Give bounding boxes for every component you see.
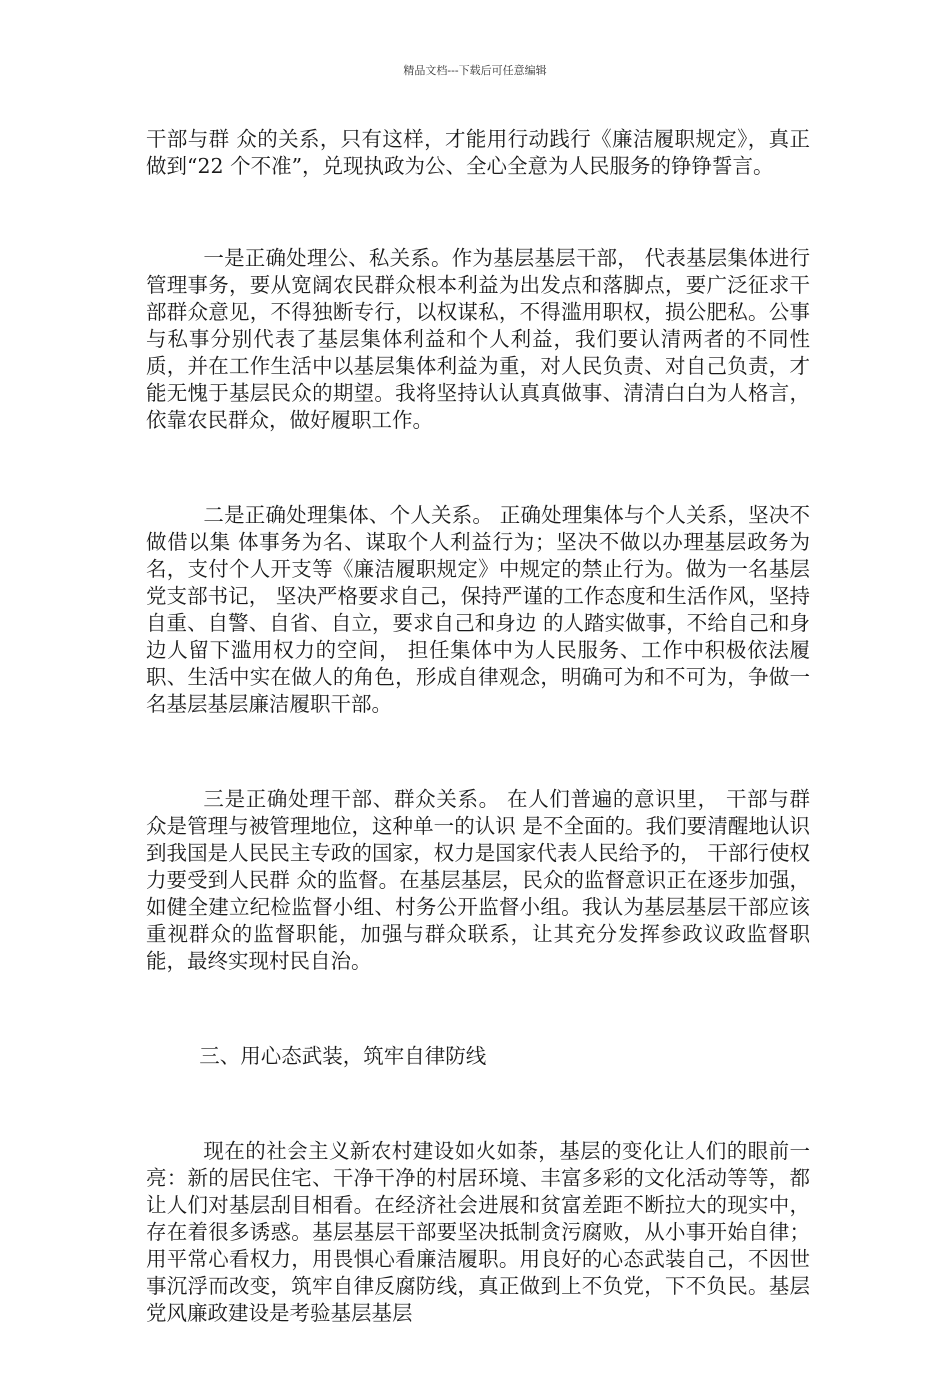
page-header: 精品文档---下载后可任意编辑 (403, 64, 547, 77)
paragraph-closing: 现在的社会主义新农村建设如火如荼，基层的变化让人们的眼前一亮：新的居民住宅、干净干净的村居环境、丰富多彩的文化活动等等，都让人们对基层刮目相看。在经济社会进展和贫富差距不断拉大的现实中，存在着很多诱惑。基层基层干部要坚决抵制贪污腐败，从小事开始自律；用平常心看权力，用畏惧心看廉洁履职。用良好的心态武装自己，不因世事沉浮而改变，筑牢自律反腐防线，真正做到上不负党，下不负民。基层党风廉政建设是考验基层基层 (146, 1139, 810, 1325)
section-heading: 三、用心态武装，筑牢自律防线 (199, 1044, 487, 1068)
paragraph-continuation: 干部与群 众的关系，只有这样，才能用行动践行《廉洁履职规定》，真正做到“22 个不准”，兑现执政为公、全心全意为人民服务的铮铮誓言。 (146, 127, 810, 178)
paragraph-collective-individual: 二是正确处理集体、个人关系。 正确处理集体与个人关系，坚决不做借以集 体事务为名、谋取个人利益行为；坚决不做以办理基层政务为名，支付个人开支等《廉洁履职规定》中规定的禁止行为。做为一名基层党支部书记， 坚决严格要求自己，保持严谨的工作态度和生活作风，坚持自重、自警、自省、自立，要求自己和身边 的人踏实做事，不给自己和身边人留下滥用权力的空间， 担任集体中为人民服务、工作中积极依法履职、生活中实在做人的角色，形成自律观念，明确可为和不可为，争做一名基层基层廉洁履职干部。 (146, 503, 810, 716)
paragraph-cadre-masses: 三是正确处理干部、群众关系。 在人们普遍的意识里， 干部与群众是管理与被管理地位，这种单一的认识 是不全面的。我们要清醒地认识到我国是人民民主专政的国家，权力是国家代表人民给予的， 干部行使权力要受到人民群 众的监督。在基层基层，民众的监督意识正在逐步加强，如健全建立纪检监督小组、村务公开监督小组。我认为基层基层干部应该重视群众的监督职能，加强与群众联系，让其充分发挥参政议政监督职能，最终实现村民自治。 (146, 787, 810, 973)
document-body (146, 126, 810, 1395)
paragraph-public-private: 一是正确处理公、私关系。作为基层基层干部， 代表基层集体进行管理事务，要从宽阔农民群众根本利益为出发点和落脚点，要广泛征求干部群众意见，不得独断专行，以权谋私，不得滥用职权，损公肥私。公事与私事分别代表了基层集体利益和个人利益，我们要认清两者的不同性质，并在工作生活中以基层集体利益为重，对人民负责、对自己负责，才能无愧于基层民众的期望。我将坚持认认真真做事、清清白白为人格言，依靠农民群众，做好履职工作。 (146, 246, 810, 432)
